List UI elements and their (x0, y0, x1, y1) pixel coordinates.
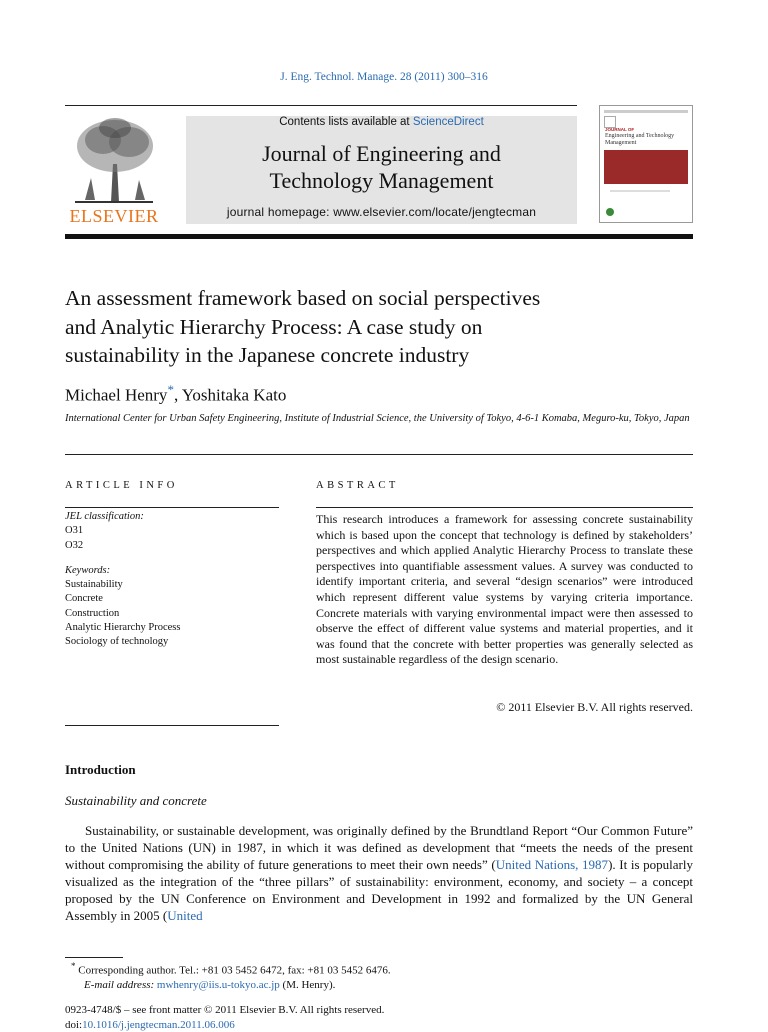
jel-code: O32 (65, 539, 279, 553)
author-list (65, 382, 286, 406)
cover-top-rule (604, 110, 688, 113)
section-heading: Introduction (65, 762, 136, 778)
body-text (65, 822, 693, 924)
title-line2: and Analytic Hierarchy Process: A case study on (65, 313, 705, 342)
section-divider (65, 454, 693, 455)
email-suffix: (M. Henry). (280, 979, 336, 991)
author-1[interactable]: Michael Henry (65, 386, 167, 405)
subsection-heading: Sustainability and concrete (65, 793, 207, 809)
abstract-copyright: © 2011 Elsevier B.V. All rights reserved. (316, 700, 693, 715)
corresponding-info: Corresponding author. Tel.: +81 03 5452 6472, fax: +81 03 5452 6476. (78, 965, 390, 977)
footnote-line-2 (65, 978, 693, 993)
article-title (65, 284, 705, 370)
issn-line: 0923-4748/$ – see front matter © 2011 Elsevier B.V. All rights reserved. (65, 1003, 693, 1018)
citation-link[interactable]: United (167, 908, 202, 923)
keyword: Sociology of technology (65, 635, 279, 649)
front-matter (65, 1003, 693, 1032)
homepage-url[interactable]: www.elsevier.com/locate/jengtecman (333, 205, 536, 219)
abstract-heading: ABSTRACT (316, 480, 399, 491)
citation-link[interactable]: United Nations, 1987 (496, 857, 608, 872)
elsevier-tree-icon (65, 114, 163, 204)
paragraph (65, 822, 693, 924)
title-line3: sustainability in the Japanese concrete industry (65, 341, 705, 370)
contents-prefix: Contents lists available at (279, 116, 413, 128)
footnote-line-1 (65, 959, 693, 978)
author-2[interactable]: Yoshitaka Kato (182, 386, 287, 405)
homepage-prefix: journal homepage: (227, 205, 333, 219)
journal-title-line2: Technology Management (186, 167, 577, 194)
cover-text-rule (610, 190, 670, 192)
keywords-label: Keywords: (65, 564, 279, 578)
cover-green-logo-icon (606, 208, 614, 216)
cover-label-main: Engineering and Technology Management (605, 133, 689, 147)
corresponding-author-mark[interactable]: * (167, 382, 174, 397)
journal-banner (186, 116, 577, 224)
author-separator: , (174, 386, 182, 405)
header-thick-rule (65, 234, 693, 239)
elsevier-logo[interactable] (65, 114, 163, 226)
journal-citation[interactable]: J. Eng. Technol. Manage. 28 (2011) 300–316 (0, 71, 768, 83)
contents-line (186, 116, 577, 128)
footnote (65, 959, 693, 993)
cover-label-top: JOURNAL OF (605, 127, 634, 132)
journal-title (186, 140, 577, 194)
abstract-text: This research introduces a framework for assessing concrete sustainability which is based upon the concept that technology is defined by stakeholders’ perspectives and which applied Analytic Hierarchy Process to translate these perspectives into quantifiable assessment values. A survey was conducted to identify important criteria, and several “design scenarios” were introduced which represent different value systems by varying criteria importance. Concrete materials with varying environmental impact were then assessed to observe the effect of different value systems and material properties, and it was found that the concrete with better properties was generally selected as most sustainable regardless of the design scenario. (316, 512, 693, 668)
footnote-rule (65, 957, 123, 958)
journal-homepage (186, 205, 577, 219)
affiliation: International Center for Urban Safety Engineering, Institute of Industrial Science, the University of Tokyo, 4-6-1 Komaba, Meguro-ku, Tokyo, Japan (65, 411, 695, 426)
journal-title-line1: Journal of Engineering and (186, 140, 577, 167)
paragraph-text: Sustainability, or sustainable development, was originally defined by the Brundtland Report “Our Common Future” to the United Nations (UN) in 1987, in which it was defined as development that “meets the needs of the present without compromising the ability of future generations to meet their own needs” ( (65, 823, 693, 872)
journal-cover-thumbnail[interactable] (599, 105, 693, 223)
email-label: E-mail address: (84, 979, 157, 991)
article-info (65, 510, 279, 650)
header-top-rule (65, 105, 577, 106)
sciencedirect-link[interactable]: ScienceDirect (413, 116, 484, 128)
email-link[interactable]: mwhenry@iis.u-tokyo.ac.jp (157, 979, 280, 991)
keyword: Analytic Hierarchy Process (65, 621, 279, 635)
doi-link[interactable]: 10.1016/j.jengtecman.2011.06.006 (82, 1019, 235, 1031)
publisher-name: ELSEVIER (65, 206, 163, 227)
keyword: Sustainability (65, 578, 279, 592)
doi-prefix: doi: (65, 1019, 82, 1031)
keyword: Construction (65, 607, 279, 621)
jel-code: O31 (65, 524, 279, 538)
article-info-rule (65, 507, 279, 508)
paragraph-text: ). It is popularly visualized as the integration of the “three pillars” of sustainability: environment, economy, and society – a concept proposed by the UN Conference on Environment and Development in 1992 and formalized by the UN General Assembly in 2005 ( (65, 857, 693, 923)
jel-label: JEL classification: (65, 510, 279, 524)
article-info-bottom-rule (65, 725, 279, 726)
footnote-mark: * (71, 961, 76, 971)
abstract-rule (316, 507, 693, 508)
title-line1: An assessment framework based on social perspectives (65, 284, 705, 313)
doi-line (65, 1018, 693, 1032)
keyword: Concrete (65, 592, 279, 606)
cover-color-block (604, 150, 688, 184)
article-info-heading: ARTICLE INFO (65, 480, 178, 491)
